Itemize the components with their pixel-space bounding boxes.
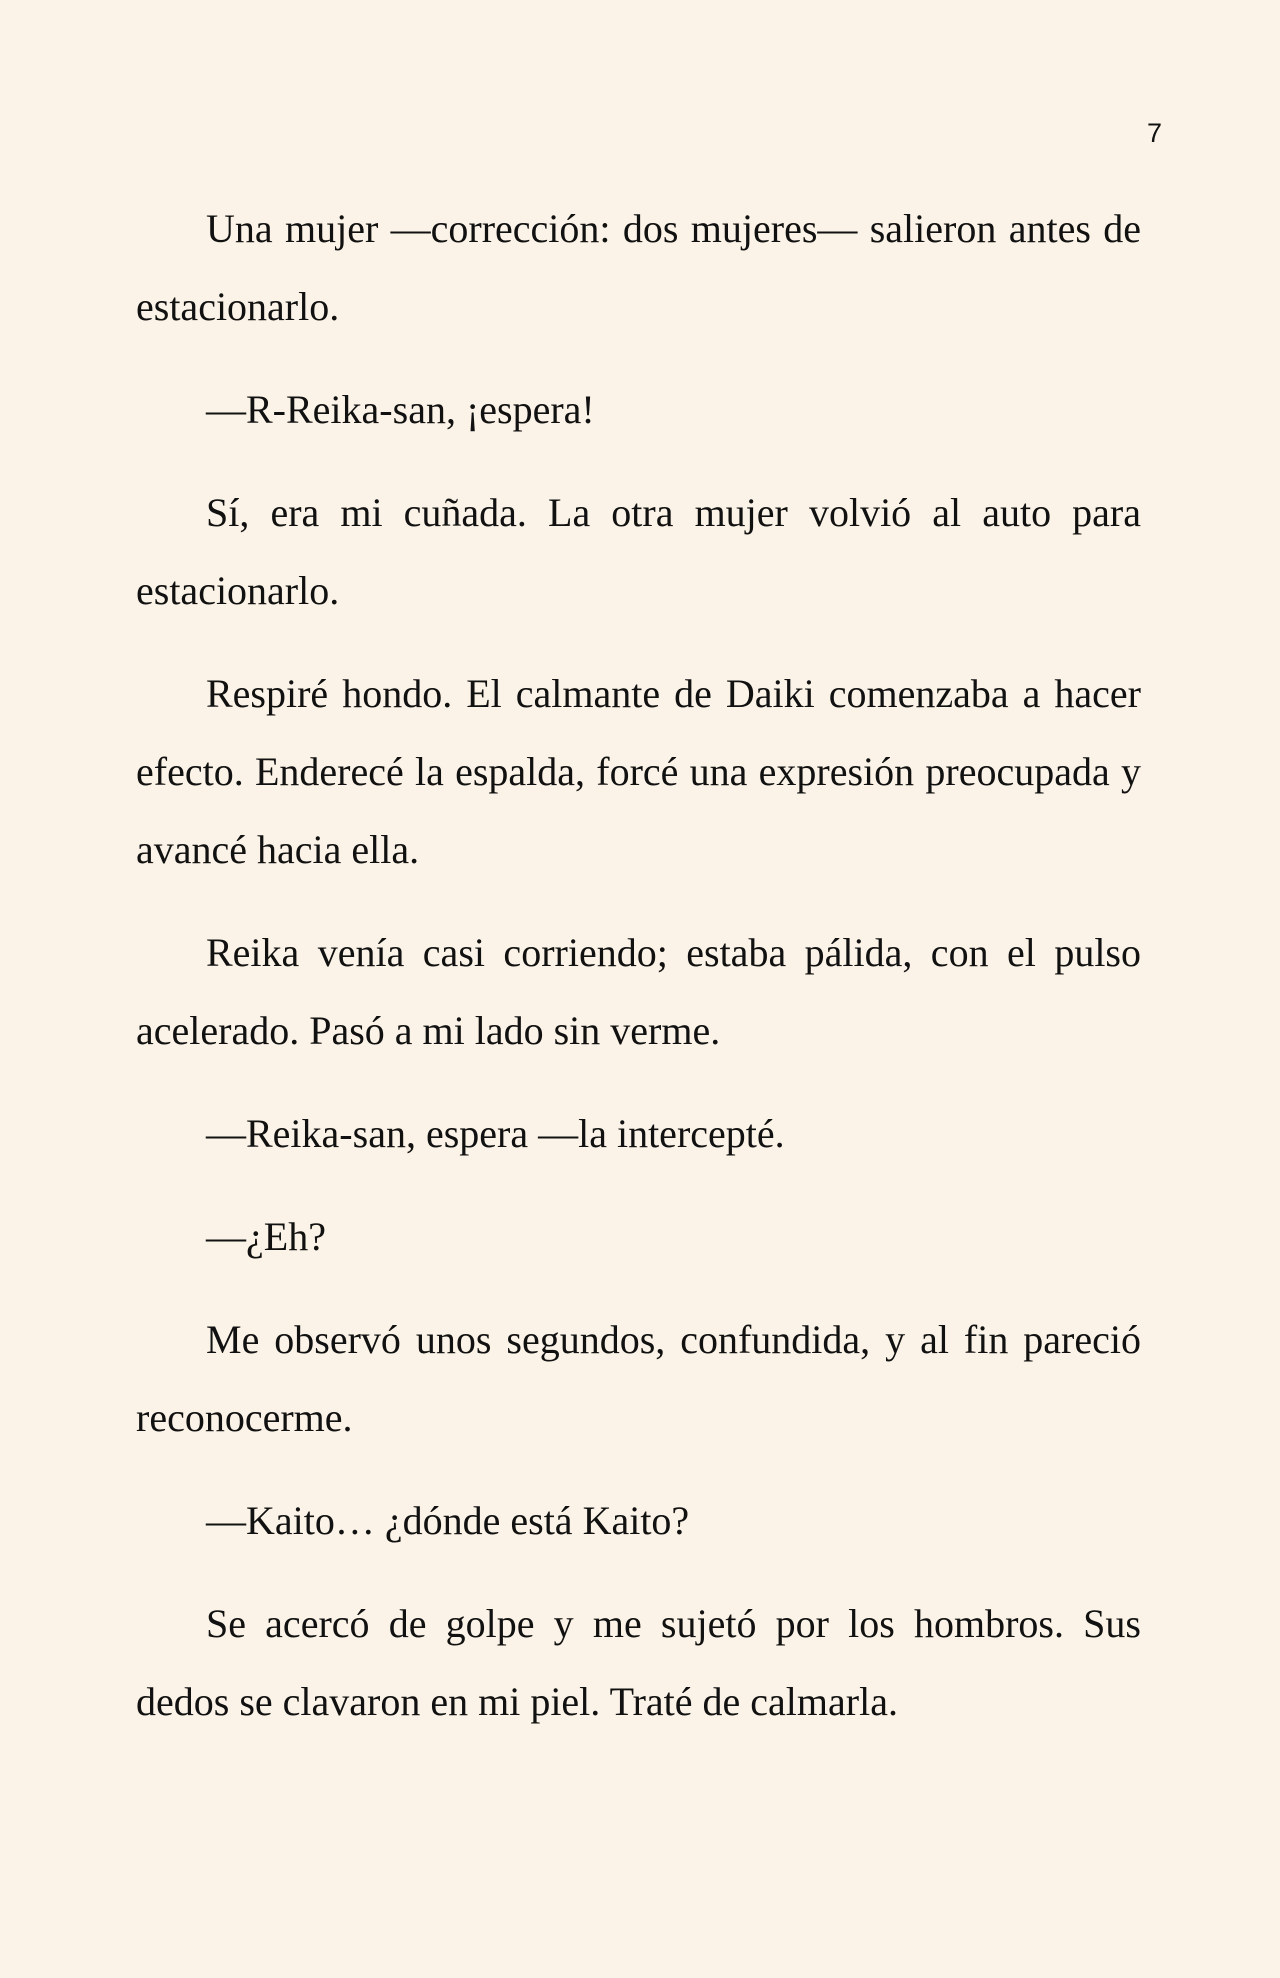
paragraph: Reika venía casi corriendo; estaba pálida, con el pulso acelerado. Pasó a mi lado sin verme. bbox=[136, 930, 1141, 1053]
paragraph: —Kaito… ¿dónde está Kaito? bbox=[206, 1498, 690, 1543]
paragraph: Una mujer —corrección: dos mujeres— salieron antes de estacionarlo. bbox=[136, 206, 1141, 329]
paragraph: Se acercó de golpe y me sujetó por los hombros. Sus dedos se clavaron en mi piel. Traté de calmarla. bbox=[136, 1601, 1141, 1724]
page-number: 7 bbox=[1146, 118, 1162, 148]
paragraph: Respiré hondo. El calmante de Daiki comenzaba a hacer efecto. Enderecé la espalda, forcé una expresión preocupada y avancé hacia ella. bbox=[136, 671, 1141, 872]
paragraph: —R-Reika-san, ¡espera! bbox=[206, 387, 595, 432]
paragraph: —¿Eh? bbox=[206, 1214, 326, 1259]
paragraph: Sí, era mi cuñada. La otra mujer volvió al auto para estacionarlo. bbox=[136, 490, 1141, 613]
paragraph: Me observó unos segundos, confundida, y al fin pareció reconocerme. bbox=[136, 1317, 1141, 1440]
body-text bbox=[136, 190, 1141, 1766]
paragraph: —Reika-san, espera —la intercepté. bbox=[206, 1111, 785, 1156]
